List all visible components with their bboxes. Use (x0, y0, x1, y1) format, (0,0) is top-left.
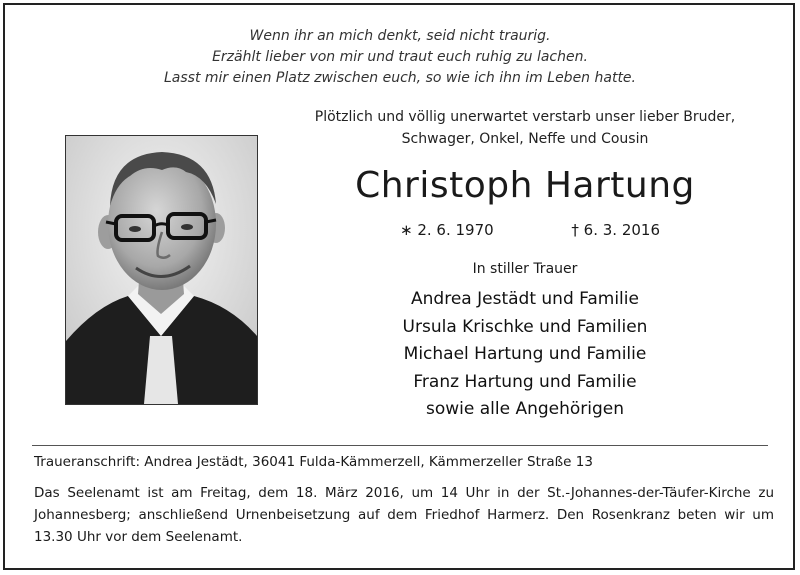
intro-line: Schwager, Onkel, Neffe und Cousin (401, 131, 649, 147)
mourning-label: In stiller Trauer (472, 261, 578, 277)
poem-line: Erzählt lieber von mir und traut euch ruhig zu lachen. (212, 49, 588, 65)
mourner-name: Franz Hartung und Familie (413, 371, 637, 392)
poem (0, 26, 800, 89)
death-date: † 6. 3. 2016 (571, 221, 660, 239)
birth-date: ∗ 2. 6. 1970 (400, 221, 494, 239)
poem-line: Lasst mir einen Platz zwischen euch, so wie ich ihn im Leben hatte. (163, 70, 636, 86)
death-announcement (290, 106, 760, 150)
portrait-photo (65, 135, 258, 405)
poem-line: Wenn ihr an mich denkt, seid nicht traurig. (249, 28, 551, 44)
service-details: Das Seelenamt ist am Freitag, dem 18. März 2016, um 14 Uhr in der St.-Johannes-der-Täufer-Kirche zu Johannesberg; anschließend Urnenbeisetzung auf dem Friedhof Harmerz. Den Rosenkranz beten wir um 13.30 Uhr vor dem Seelenamt. (34, 485, 774, 545)
divider (32, 445, 768, 446)
mourner-name: sowie alle Angehörigen (425, 399, 625, 420)
mourning-address: Traueranschrift: Andrea Jestädt, 36041 Fulda-Kämmerzell, Kämmerzeller Straße 13 (34, 454, 593, 470)
portrait-illustration (66, 136, 257, 404)
deceased-name: Christoph Hartung (355, 165, 695, 206)
mourner-name: Ursula Krischke und Familien (402, 316, 648, 337)
mourner-name: Andrea Jestädt und Familie (411, 289, 639, 309)
mourner-list (290, 286, 760, 424)
life-dates (400, 218, 660, 242)
mourner-name: Michael Hartung und Familie (403, 344, 647, 365)
intro-line: Plötzlich und völlig unerwartet verstarb unser lieber Bruder, (314, 109, 736, 125)
